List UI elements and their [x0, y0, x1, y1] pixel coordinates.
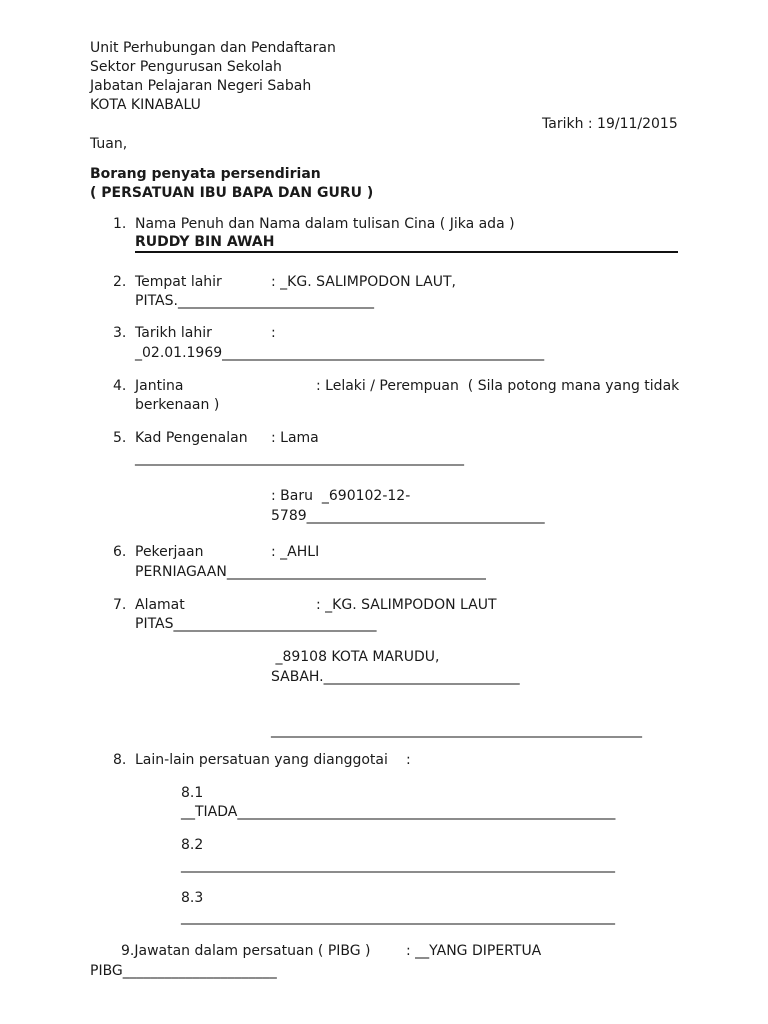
item-8-label: Lain-lain persatuan yang dianggotai [135, 752, 388, 768]
letterhead-line-1: Unit Perhubungan dan Pendaftaran [90, 40, 336, 56]
letterhead-line-4: KOTA KINABALU [90, 97, 201, 113]
item-8-colon: : [406, 752, 411, 768]
item-2-value-line-1: : _KG. SALIMPODON LAUT, [271, 274, 456, 290]
item-4-value-line-1: : Lelaki / Perempuan ( Sila potong mana yang tidak [316, 378, 680, 394]
item-2-value-line-2: PITAS.____________________________ [135, 293, 374, 309]
salutation: Tuan, [90, 136, 128, 152]
item-8-number: 8. [113, 752, 127, 768]
item-2-label: Tempat lahir [135, 274, 222, 290]
item-7-address-line-1: _89108 KOTA MARUDU, [271, 649, 440, 665]
item-3-number: 3. [113, 325, 127, 341]
item-1-value: RUDDY BIN AWAH [135, 234, 275, 250]
item-7-value-line-2: PITAS_____________________________ [135, 616, 377, 632]
item-9-value-line-2: PIBG______________________ [90, 963, 277, 979]
letterhead-line-2: Sektor Pengurusan Sekolah [90, 59, 282, 75]
item-7-address-line-3: _____________________________________________________ [271, 722, 642, 738]
item-6-number: 6. [113, 544, 127, 560]
item-1-label: Nama Penuh dan Nama dalam tulisan Cina ( Jika ada ) [135, 216, 515, 232]
item-6-label: Pekerjaan [135, 544, 204, 560]
item-6-value-line-1: : _AHLI [271, 544, 320, 560]
item-8-2-number: 8.2 [181, 837, 204, 853]
item-4-number: 4. [113, 378, 127, 394]
item-8-3-number: 8.3 [181, 890, 204, 906]
item-3-label: Tarikh lahir [135, 325, 212, 341]
form-title: Borang penyata persendirian [90, 166, 321, 182]
item-4-label: Jantina [135, 378, 184, 394]
item-3-value-line-2: _02.01.1969______________________________________________ [135, 345, 545, 361]
item-2-number: 2. [113, 274, 127, 290]
letterhead-line-3: Jabatan Pelajaran Negeri Sabah [90, 78, 312, 94]
item-8-1-number: 8.1 [181, 785, 204, 801]
item-1-number: 1. [113, 216, 127, 232]
item-5-number: 5. [113, 430, 127, 446]
item-8-2-value: ______________________________________________________________ [181, 857, 615, 873]
item-5-label: Kad Pengenalan [135, 430, 248, 446]
item-8-1-value: __TIADA______________________________________________________ [181, 804, 616, 820]
item-7-value-line-1: : _KG. SALIMPODON LAUT [316, 597, 497, 613]
item-5-value-line-2: _______________________________________________ [135, 450, 464, 466]
item-7-label: Alamat [135, 597, 185, 613]
item-4-value-line-2: berkenaan ) [135, 397, 220, 413]
item-8-3-value: ______________________________________________________________ [181, 909, 615, 925]
item-5-baru-line-1: : Baru _690102-12- [271, 488, 411, 504]
item-9-value-line-1: : __YANG DIPERTUA [406, 943, 542, 959]
date-text: Tarikh : 19/11/2015 [542, 116, 678, 132]
item-5-value-line-1: : Lama [271, 430, 319, 446]
item-9-label: 9.Jawatan dalam persatuan ( PIBG ) [121, 943, 371, 959]
form-subtitle: ( PERSATUAN IBU BAPA DAN GURU ) [90, 185, 374, 201]
item-6-value-line-2: PERNIAGAAN_____________________________________ [135, 564, 486, 580]
item-3-value-line-1: : [271, 325, 276, 341]
item-5-baru-line-2: 5789__________________________________ [271, 508, 545, 524]
item-7-number: 7. [113, 597, 127, 613]
item-7-address-line-2: SABAH.____________________________ [271, 669, 520, 685]
item-1-underline [135, 251, 678, 253]
